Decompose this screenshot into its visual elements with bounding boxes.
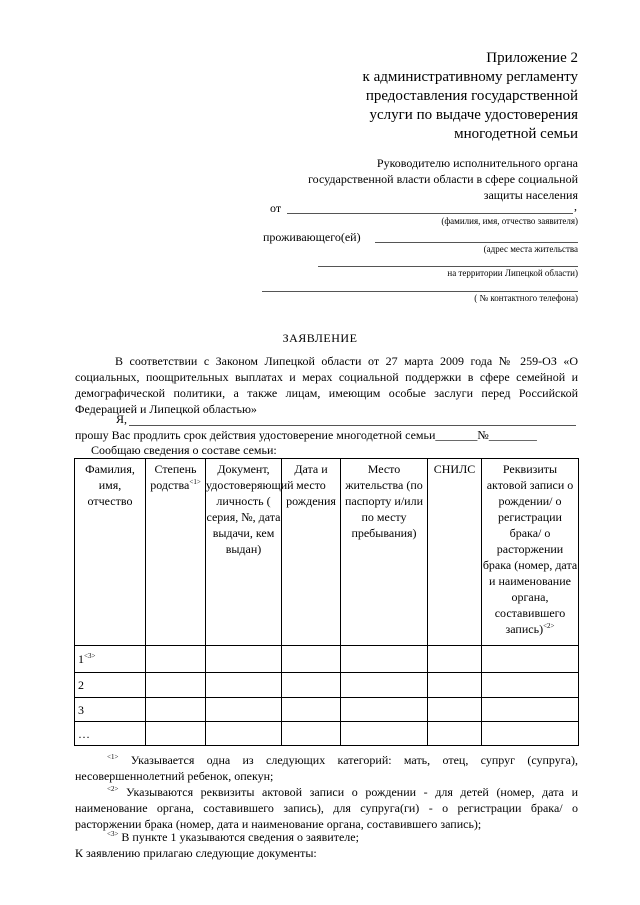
footnote-ref: <2> bbox=[543, 622, 555, 630]
appendix-line: многодетной семьи bbox=[454, 126, 578, 142]
table-row bbox=[75, 698, 579, 722]
header-fio: Фамилия, имя, отчество bbox=[75, 459, 146, 646]
header-snils: СНИЛС bbox=[428, 459, 482, 646]
header-relation: Степень родства$^{<1>}$ bbox=[146, 459, 206, 646]
phone-hint: ( № контактного телефона) bbox=[474, 293, 578, 303]
header-document: Документ, удостоверяющий личность ( серия, №, дата выдачи, кем выдан) bbox=[206, 459, 282, 646]
from-label: от bbox=[270, 201, 282, 215]
row-number: $1^{<3>}$ bbox=[75, 646, 146, 673]
document-title: ЗАЯВЛЕНИЕ bbox=[282, 331, 358, 345]
footnote-3: $^{<3>}$ В пункте 1 указываются сведения о заявителе; bbox=[107, 830, 359, 844]
appendix-line: Приложение 2 bbox=[486, 50, 578, 66]
residing-label: проживающего(ей) bbox=[263, 230, 361, 244]
footnote-ref: <3> bbox=[84, 652, 96, 660]
attachments-label: К заявлению прилагаю следующие документы: bbox=[75, 846, 317, 860]
family-info-label: Сообщаю сведения о составе семьи: bbox=[91, 443, 277, 457]
comma: , bbox=[574, 199, 577, 213]
header-record: Реквизиты актовой записи о рождении/ о регистрации брака/ о расторжении брака (номер, дата и наименование органа, составившего запись)$^{<2>}$ bbox=[482, 459, 579, 646]
table-header-row bbox=[75, 459, 579, 646]
footnote-mark: <3> bbox=[107, 830, 119, 838]
footnote-2: $^{<2>}$ Указываются реквизиты актовой записи о рождении - для детей (номер, дата и наименование органа, составившего запись), для супруга(ги) - о регистрации брака/ о расторжении брака (номер, дата и наименование органа, составившего запись); bbox=[75, 785, 578, 831]
footnote-mark: <1> bbox=[107, 753, 119, 761]
table-row bbox=[75, 673, 579, 698]
request-text: прошу Вас продлить срок действия удостоверение многодетной семьи_______№________ bbox=[75, 428, 537, 442]
appendix-line: услуги по выдаче удостоверения bbox=[369, 107, 578, 123]
footnote-mark: <2> bbox=[107, 785, 119, 793]
addressee-line: государственной власти области в сфере социальной bbox=[308, 172, 578, 186]
fio-field[interactable] bbox=[287, 213, 573, 214]
addressee-line: защиты населения bbox=[483, 188, 578, 202]
footnote-1: $^{<1>}$ Указывается одна из следующих категорий: мать, отец, супруг (супруга), несовершеннолетний ребенок, опекун; bbox=[75, 753, 578, 783]
row-number: … bbox=[75, 722, 146, 746]
address-field[interactable] bbox=[375, 242, 578, 243]
header-residence: Место жительства (по паспорту и/или по месту пребывания) bbox=[341, 459, 428, 646]
table-row bbox=[75, 722, 579, 746]
family-table bbox=[74, 458, 579, 746]
addressee-line: Руководителю исполнительного органа bbox=[376, 156, 578, 170]
appendix-line: предоставления государственной bbox=[365, 88, 578, 104]
fio-hint: (фамилия, имя, отчество заявителя) bbox=[441, 216, 578, 226]
address-field-2[interactable] bbox=[318, 266, 578, 267]
applicant-name-field[interactable] bbox=[129, 425, 576, 426]
intro-paragraph: В соответствии с Законом Липецкой области от 27 марта 2009 года № 259-ОЗ «О социальных, поощрительных выплатах и мерах социальной поддержки в сфере семейной и демографической политики, а также лицам, имеющим особые заслуги перед Российской Федерацией и Липецкой областью» bbox=[75, 354, 578, 416]
phone-field[interactable] bbox=[262, 291, 578, 292]
table-row bbox=[75, 646, 579, 673]
address-hint: (адрес места жительства bbox=[483, 244, 578, 254]
footnote-ref: <1> bbox=[189, 478, 201, 486]
header-birth: Дата и место рождения bbox=[282, 459, 341, 646]
row-number: 2 bbox=[75, 673, 146, 698]
appendix-line: к административному регламенту bbox=[362, 69, 578, 85]
region-hint: на территории Липецкой области) bbox=[447, 268, 578, 278]
row-number: 3 bbox=[75, 698, 146, 722]
i-label: Я, bbox=[116, 412, 128, 426]
